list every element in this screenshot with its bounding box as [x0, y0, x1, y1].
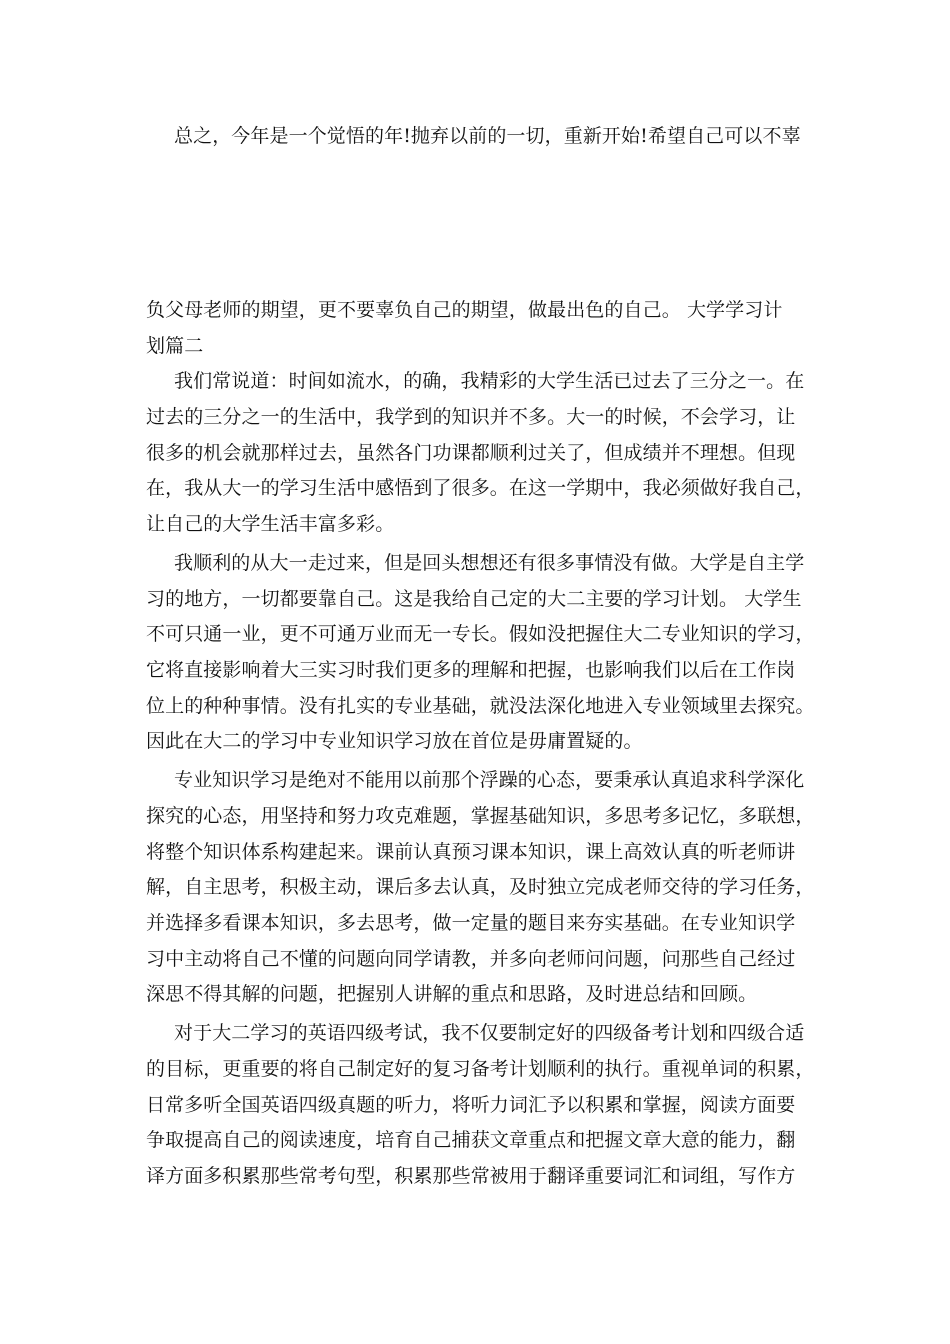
text-line: 因此在大二的学习中专业知识学习放在首位是毋庸置疑的。 [146, 730, 643, 752]
text-line: 习的地方，一切都要靠自己。这是我给自己定的大二主要的学习计划。 大学生 [146, 588, 802, 610]
text-line: 过去的三分之一的生活中，我学到的知识并不多。大一的时候，不会学习，让 [146, 406, 796, 428]
text-line: 不可只通一业，更不可通万业而无一专长。假如没把握住大二专业知识的学习， [146, 623, 815, 645]
text-line: 译方面多积累那些常考句型，积累那些常被用于翻译重要词汇和词组，写作方 [146, 1165, 796, 1187]
text-line: 很多的机会就那样过去，虽然各门功课都顺利过关了，但成绩并不理想。但现 [146, 442, 796, 464]
text-line: 专业知识学习是绝对不能用以前那个浮躁的心态，要秉承认真追求科学深化 [174, 769, 805, 791]
text-line: 它将直接影响着大三实习时我们更多的理解和把握，也影响我们以后在工作岗 [146, 659, 796, 681]
text-line: 争取提高自己的阅读速度，培育自己捕获文章重点和把握文章大意的能力，翻 [146, 1129, 796, 1151]
text-line: 的目标，更重要的将自己制定好的复习备考计划顺利的执行。重视单词的积累， [146, 1058, 815, 1080]
text-line: 深思不得其解的问题，把握别人讲解的重点和思路，及时进总结和回顾。 [146, 983, 758, 1005]
text-line: 我顺利的从大一走过来，但是回头想想还有很多事情没有做。大学是自主学 [174, 552, 805, 574]
text-line: 将整个知识体系构建起来。课前认真预习课本知识，课上高效认真的听老师讲 [146, 841, 796, 863]
text-line: 探究的心态，用坚持和努力攻克难题，掌握基础知识，多思考多记忆，多联想， [146, 805, 815, 827]
text-line: 并选择多看课本知识，多去思考，做一定量的题目来夯实基础。在专业知识学 [146, 912, 796, 934]
text-line: 让自己的大学生活丰富多彩。 [146, 513, 395, 535]
text-line: 负父母老师的期望，更不要辜负自己的期望，做最出色的自己。 大学学习计 [146, 299, 783, 321]
text-line: 习中主动将自己不懂的问题向同学请教，并多向老师问问题，问那些自己经过 [146, 948, 796, 970]
text-line: 在，我从大一的学习生活中感悟到了很多。在这一学期中，我必须做好我自己， [146, 477, 815, 499]
text-line: 解，自主思考，积极主动，课后多去认真，及时独立完成老师交待的学习任务， [146, 876, 815, 898]
text-line: 总之，今年是一个觉悟的年!抛弃以前的一切，重新开始!希望自己可以不辜 [174, 125, 801, 147]
text-line: 日常多听全国英语四级真题的听力，将听力词汇予以积累和掌握，阅读方面要 [146, 1094, 796, 1116]
text-line: 位上的种种事情。没有扎实的专业基础，就没法深化地进入专业领域里去探究。 [146, 695, 815, 717]
text-line: 划篇二 [146, 335, 204, 357]
text-line: 对于大二学习的英语四级考试，我不仅要制定好的四级备考计划和四级合适 [174, 1022, 805, 1044]
text-line: 我们常说道：时间如流水，的确，我精彩的大学生活已过去了三分之一。在 [174, 370, 805, 392]
